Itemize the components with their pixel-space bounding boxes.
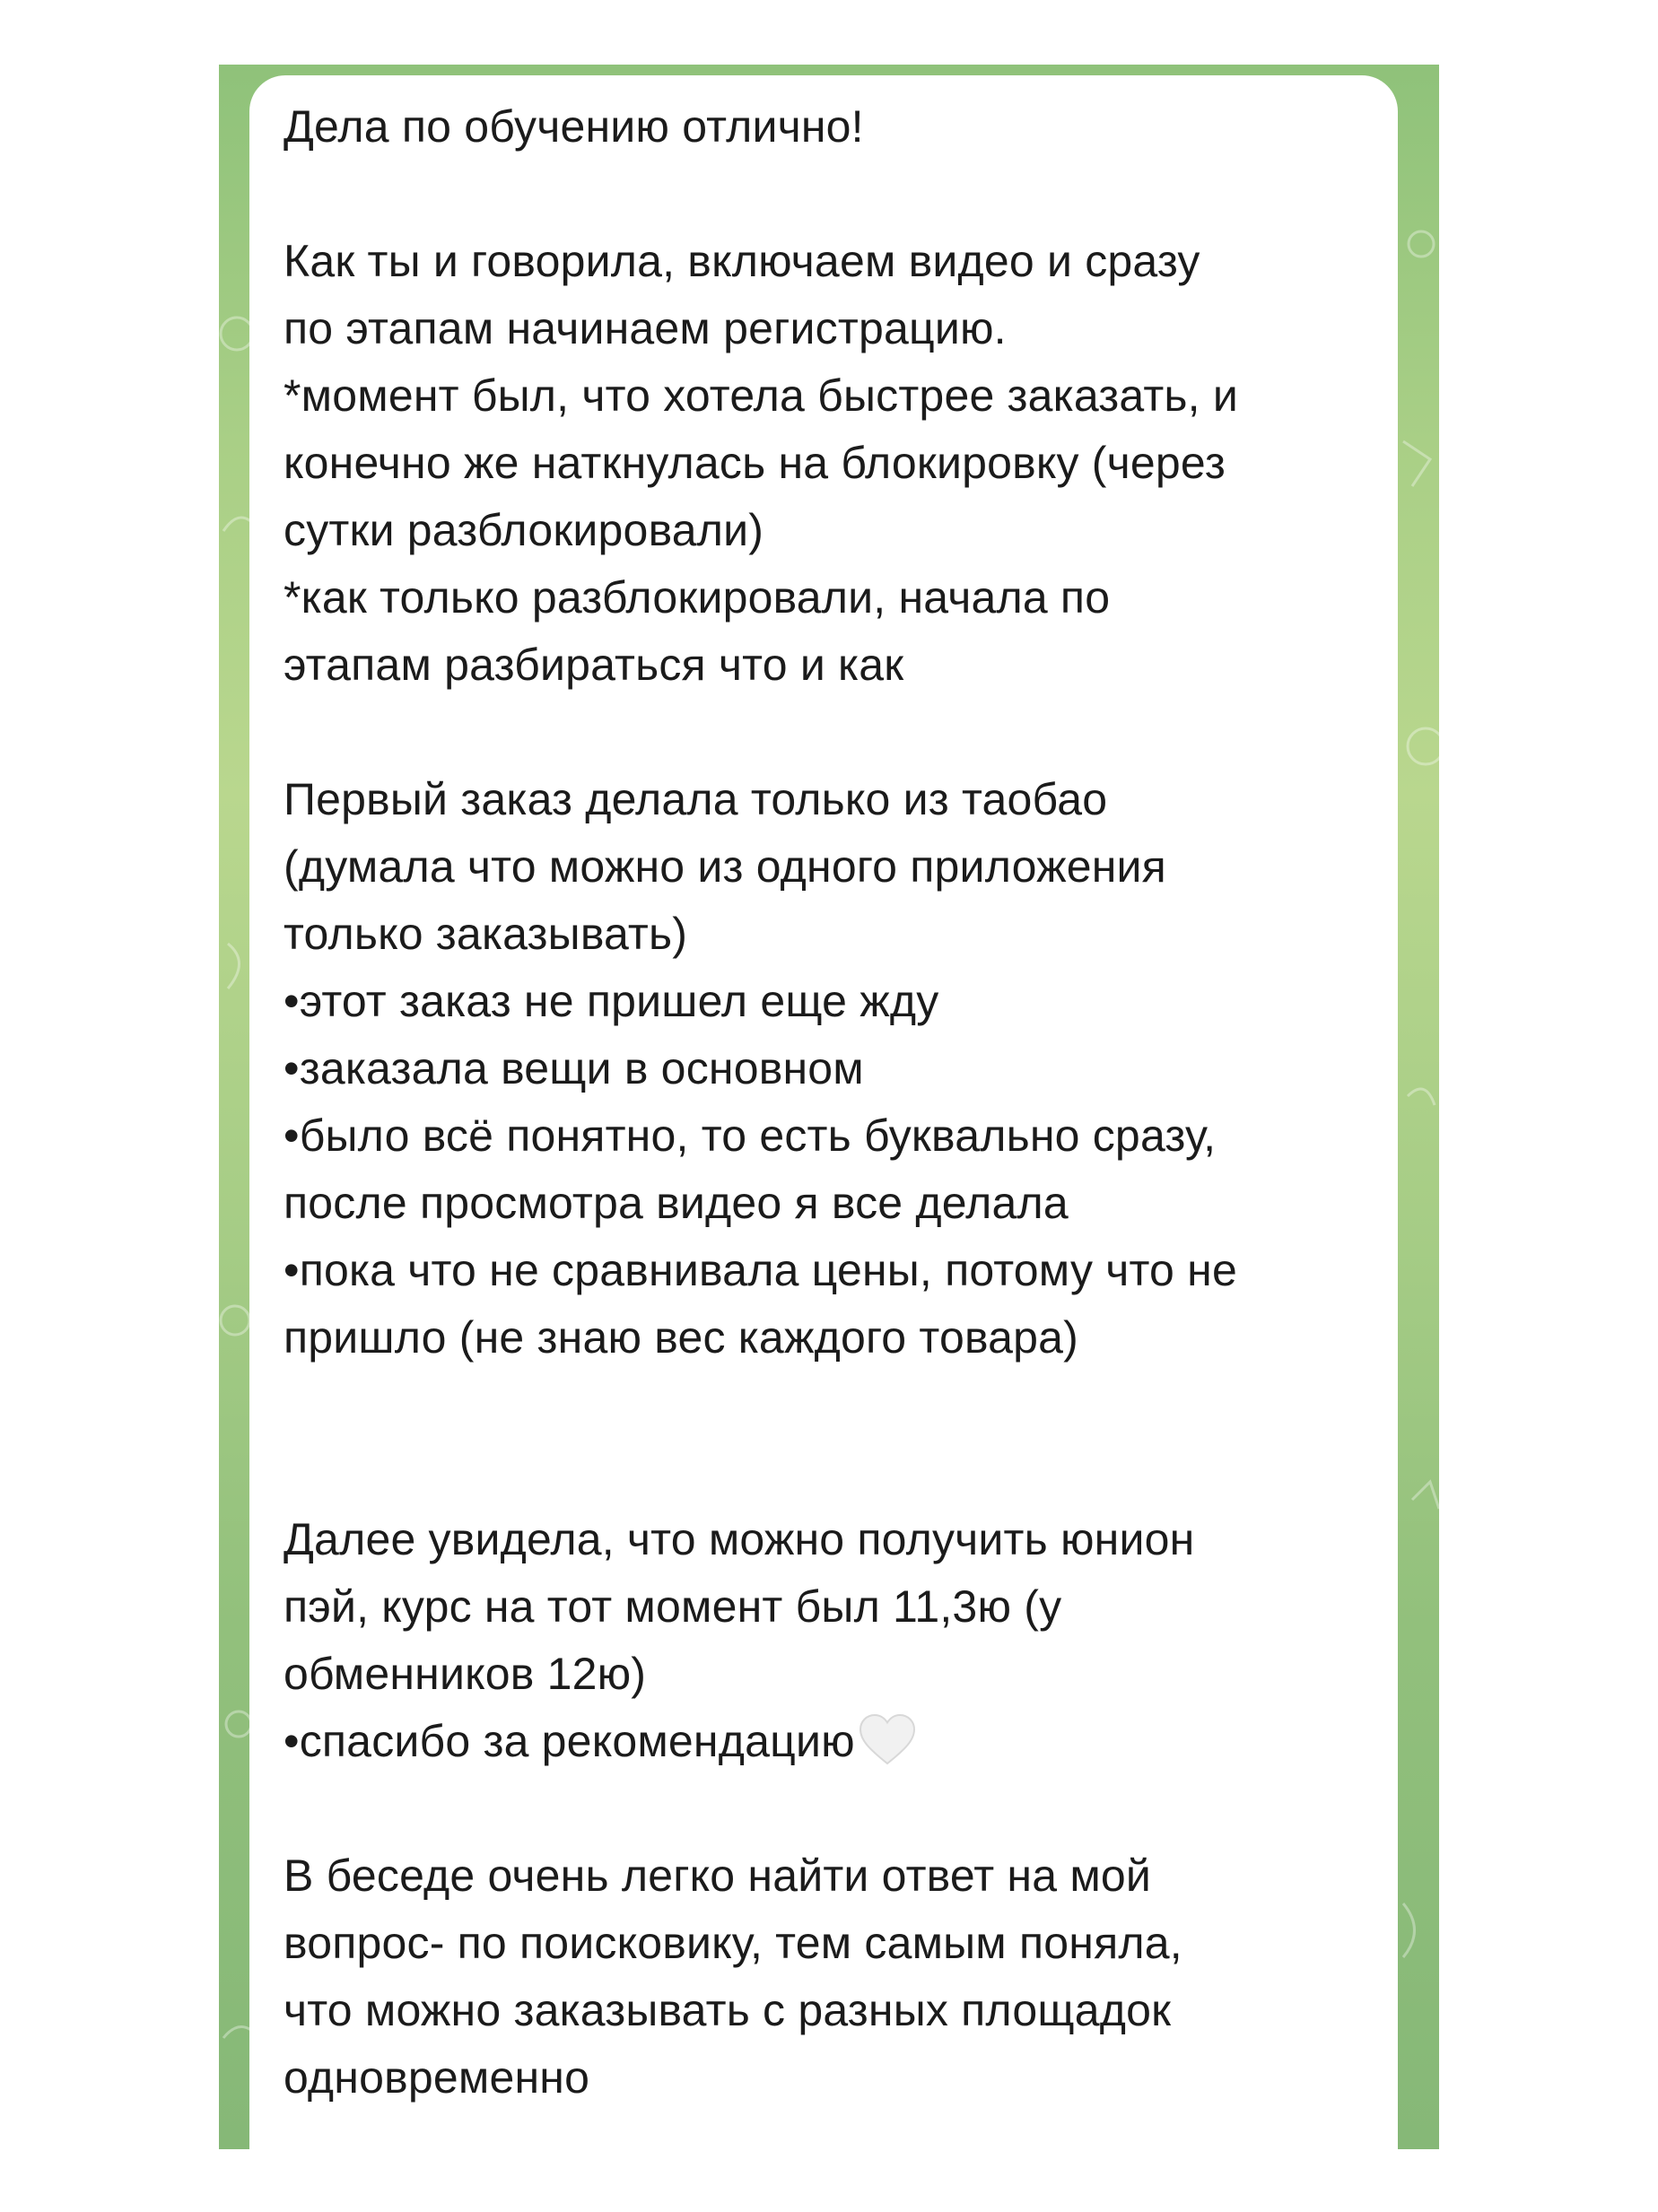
message-line: Дела по обучению отлично! <box>284 101 864 152</box>
message-line: *как только разблокировали, начала по <box>284 572 1111 623</box>
message-line: конечно же наткнулась на блокировку (через <box>284 438 1226 488</box>
message-line: •спасибо за рекомендацию <box>284 1708 1405 1775</box>
message-line: *момент был, что хотела быстрее заказать, и <box>284 370 1238 421</box>
message-line: одновременно <box>284 2052 590 2103</box>
message-line: Далее увидела, что можно получить юнион <box>284 1514 1195 1564</box>
message-line: •этот заказ не пришел еще жду <box>284 976 939 1026</box>
message-line <box>284 699 1405 766</box>
message-line: •пока что не сравнивала цены, потому что не <box>284 1245 1237 1295</box>
message-line: •заказала вещи в основном <box>284 1043 864 1093</box>
message-line: этапам разбираться что и как <box>284 640 904 690</box>
message-line: пэй, курс на тот момент был 11,3ю (у <box>284 1581 1062 1632</box>
message-line: после просмотра видео я все делала <box>284 1178 1069 1228</box>
message-line: В беседе очень легко найти ответ на мой <box>284 1851 1152 1901</box>
message-line: (думала что можно из одного приложения <box>284 841 1166 892</box>
white-heart-icon <box>859 1713 916 1765</box>
message-line: •было всё понятно, то есть буквально сразу, <box>284 1110 1217 1161</box>
message-line: по этапам начинаем регистрацию. <box>284 303 1007 353</box>
message-text <box>284 93 1405 2112</box>
message-line <box>284 1372 1405 1439</box>
message-line <box>284 1775 1405 1842</box>
message-line: что можно заказывать с разных площадок <box>284 1985 1172 2035</box>
message-line: Первый заказ делала только из таобао <box>284 774 1108 824</box>
message-line: вопрос- по поисковику, тем самым поняла, <box>284 1918 1182 1968</box>
message-line: сутки разблокировали) <box>284 505 764 555</box>
message-line: Как ты и говорила, включаем видео и сразу <box>284 236 1200 286</box>
message-line <box>284 1439 1405 1506</box>
message-line: пришло (не знаю вес каждого товара) <box>284 1312 1079 1363</box>
message-line: обменников 12ю) <box>284 1649 647 1699</box>
message-line <box>284 161 1405 228</box>
message-line: только заказывать) <box>284 909 688 959</box>
